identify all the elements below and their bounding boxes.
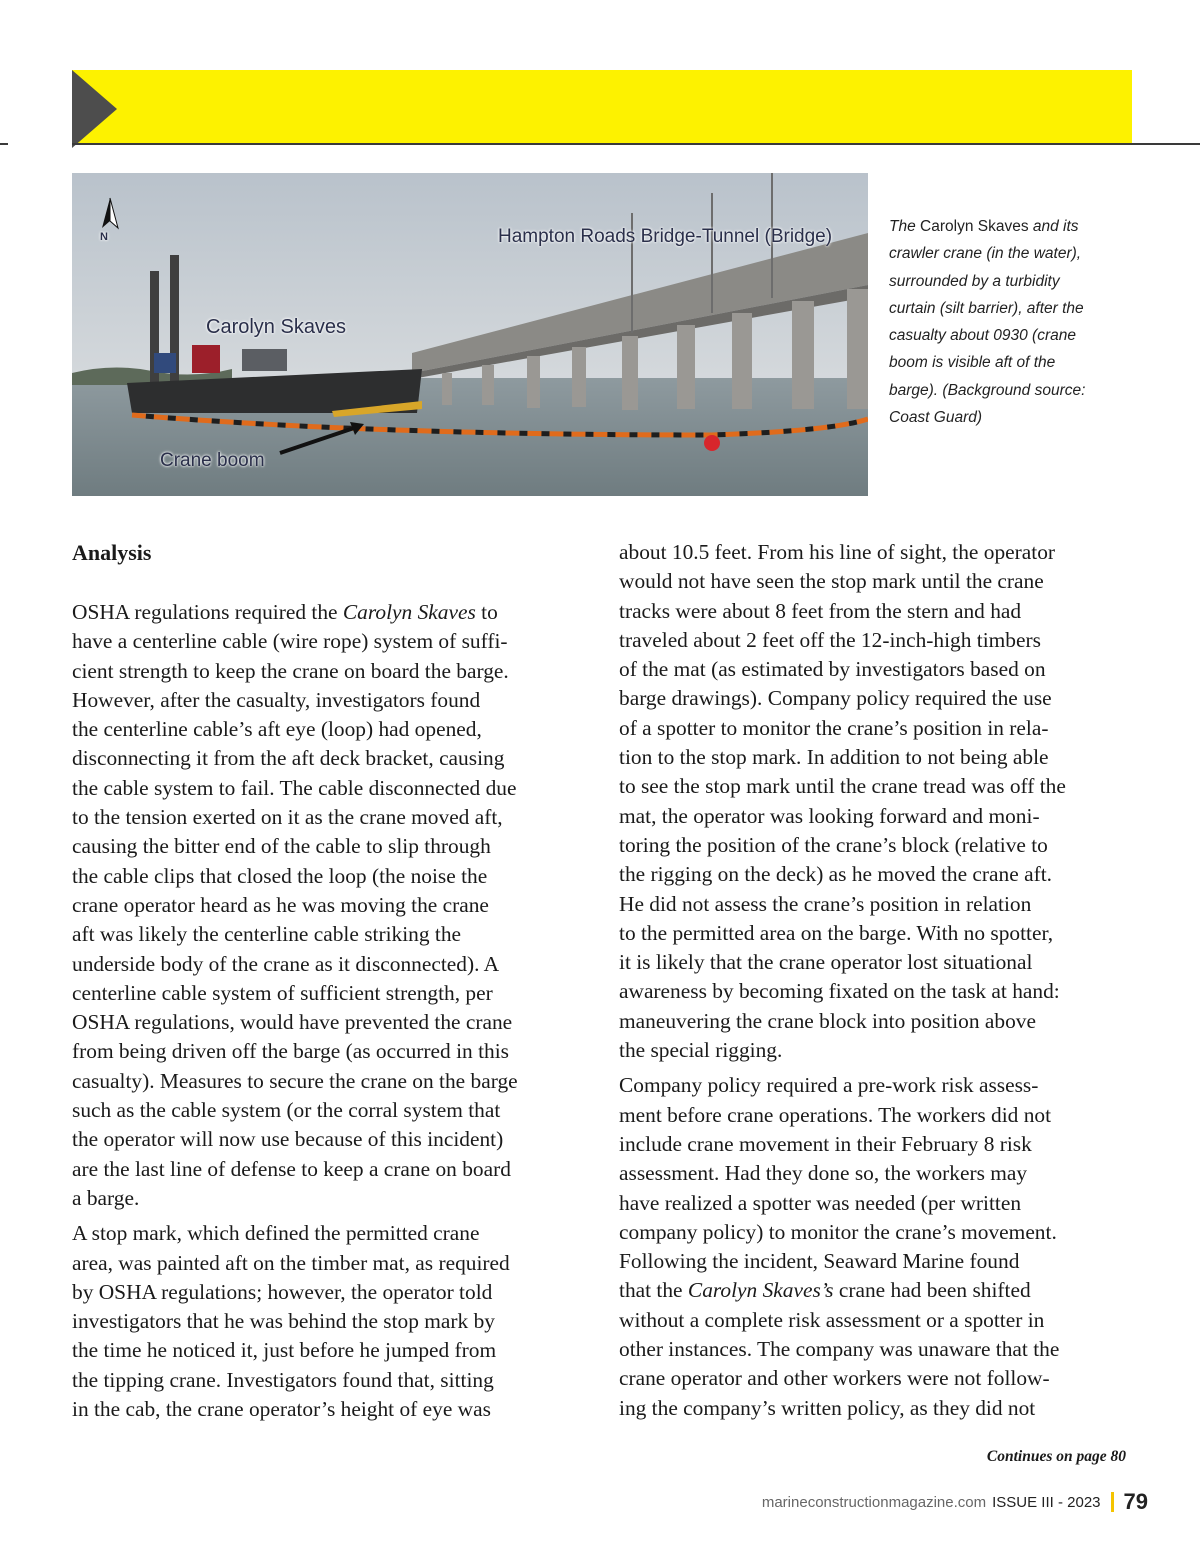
text-line: area, was painted aft on the timber mat, as required — [72, 1250, 510, 1275]
text-line: aft was likely the centerline cable striking the — [72, 922, 462, 947]
caption-line: Coast Guard) — [889, 409, 983, 427]
text-line: the special rigging. — [619, 1038, 783, 1063]
text-line: of a spotter to monitor the crane’s position in rela- — [619, 715, 1049, 740]
text-line: the rigging on the deck) as he moved the crane aft. — [619, 862, 1052, 887]
article-column-left — [72, 598, 592, 1424]
text-line: to see the stop mark until the crane tread was off the — [619, 774, 1066, 799]
paragraph — [619, 1071, 1159, 1423]
text-line: disconnecting it from the aft deck bracket, causing — [72, 746, 505, 771]
section-heading: Analysis — [72, 540, 152, 565]
text-line: ment before crane operations. The workers did not — [619, 1102, 1052, 1127]
caption-lead: The — [889, 218, 916, 235]
casualty-photo — [72, 173, 868, 496]
text-line: other instances. The company was unaware that the — [619, 1337, 1060, 1362]
text-line: to the permitted area on the barge. With no spotter, — [619, 920, 1054, 945]
continues-note: Continues on page 80 — [986, 1448, 1126, 1465]
text-line: maneuvering the crane block into position above — [619, 1008, 1036, 1033]
boom-label: Crane boom — [160, 450, 265, 471]
text-line: without a complete risk assessment or a spotter in — [619, 1307, 1045, 1332]
text-line: assessment. Had they done so, the workers may — [619, 1161, 1028, 1186]
text-line: He did not assess the crane’s position in relation — [619, 891, 1032, 916]
text-line: the cable clips that closed the loop (the noise the — [72, 863, 488, 888]
text-line: it is likely that the crane operator lost situational — [619, 950, 1033, 975]
text-line: investigators that he was behind the stop mark by — [72, 1309, 495, 1334]
text-line: have realized a spotter was needed (per written — [619, 1190, 1022, 1215]
text-line: cient strength to keep the crane on board the barge. — [72, 658, 509, 683]
text-line: ing the company’s written policy, as they did not — [619, 1395, 1036, 1420]
north-label: N — [100, 231, 108, 243]
text-line: Following the incident, Seaward Marine found — [619, 1249, 1020, 1274]
text-line: centerline cable system of sufficient strength, per — [72, 980, 493, 1005]
margin-tick — [0, 143, 8, 145]
text-line: Company policy required a pre-work risk assess- — [619, 1073, 1039, 1098]
text-line: would not have seen the stop mark until the crane — [619, 569, 1044, 594]
page-footer — [762, 1489, 1148, 1515]
text-line: company policy) to monitor the crane’s movement. — [619, 1219, 1057, 1244]
caption-line: surrounded by a turbidity — [889, 272, 1060, 290]
caption-line: crawler crane (in the water), — [889, 245, 1082, 263]
banner-arrow-icon — [72, 70, 117, 148]
caption-line: and its — [1032, 218, 1079, 235]
text-line: in the cab, the crane operator’s height of eye was — [72, 1397, 491, 1422]
text-line: the centerline cable’s aft eye (loop) had opened, — [72, 717, 482, 742]
footer-divider — [1111, 1492, 1114, 1512]
text-line: traveled about 2 feet off the 12-inch-high timbers — [619, 627, 1041, 652]
text-line: to the tension exerted on it as the crane moved aft, — [72, 805, 503, 830]
text-line: toring the position of the crane’s block (relative to — [619, 832, 1048, 857]
text-line: include crane movement in their February 8 risk — [619, 1131, 1032, 1156]
text-line: awareness by becoming fixated on the task at hand: — [619, 979, 1060, 1004]
text-line: the operator will now use because of this incident) — [72, 1127, 504, 1152]
text-line: are the last line of defense to keep a crane on board — [72, 1156, 511, 1181]
header-banner — [72, 70, 1132, 143]
text-line: OSHA regulations, would have prevented the crane — [72, 1010, 513, 1035]
photo-caption — [889, 213, 1129, 431]
text-line: A stop mark, which defined the permitted crane — [72, 1221, 480, 1246]
paragraph — [619, 538, 1159, 1065]
text-line: such as the cable system (or the corral system that — [72, 1098, 501, 1123]
text-line: of the mat (as estimated by investigators based on — [619, 657, 1046, 682]
text-line: mat, the operator was looking forward and moni- — [619, 803, 1040, 828]
text-line: the cable system to fail. The cable disconnected due — [72, 775, 517, 800]
caption-vessel: Carolyn Skaves — [920, 218, 1029, 235]
page-number: 79 — [1123, 1489, 1148, 1514]
header-rule — [72, 143, 1200, 145]
text-line: crane operator heard as he was moving the crane — [72, 892, 489, 917]
caption-line: barge). (Background source: — [889, 381, 1086, 399]
bridge-label: Hampton Roads Bridge-Tunnel (Bridge) — [498, 226, 833, 247]
caption-line: casualty about 0930 (crane — [889, 327, 1076, 345]
text-line: that the Carolyn Skaves’s crane had been shifted — [619, 1278, 1031, 1303]
text-line: the tipping crane. Investigators found that, sitting — [72, 1367, 494, 1392]
text-line: have a centerline cable (wire rope) system of suffi- — [72, 629, 508, 654]
text-line: crane operator and other workers were not follow- — [619, 1366, 1050, 1391]
text-line: from being driven off the barge (as occurred in this — [72, 1039, 509, 1064]
text-line: However, after the casualty, investigators found — [72, 687, 481, 712]
caption-line: curtain (silt barrier), after the — [889, 299, 1084, 317]
text-line: barge drawings). Company policy required the use — [619, 686, 1052, 711]
text-line: about 10.5 feet. From his line of sight, the operator — [619, 540, 1056, 564]
text-line: underside body of the crane as it disconnected). A — [72, 951, 500, 976]
photo-illustration — [72, 173, 868, 496]
article-column-right — [619, 538, 1159, 1423]
text-line: tion to the stop mark. In addition to not being able — [619, 745, 1049, 770]
vessel-label: Carolyn Skaves — [206, 316, 347, 338]
text-line: by OSHA regulations; however, the operator told — [72, 1279, 493, 1304]
text-line: OSHA regulations required the Carolyn Skaves to — [72, 600, 498, 624]
text-line: a barge. — [72, 1185, 140, 1210]
text-line: causing the bitter end of the cable to slip through — [72, 834, 491, 859]
text-line: casualty). Measures to secure the crane on the barge — [72, 1068, 518, 1093]
paragraph — [72, 598, 592, 1213]
footer-issue: ISSUE III - 2023 — [992, 1493, 1101, 1511]
text-line: the time he noticed it, just before he jumped from — [72, 1338, 497, 1363]
caption-line: boom is visible aft of the — [889, 354, 1056, 372]
paragraph — [72, 1219, 592, 1424]
text-line: tracks were about 8 feet from the stern and had — [619, 598, 1022, 623]
footer-site: marineconstructionmagazine.com — [761, 1493, 987, 1511]
